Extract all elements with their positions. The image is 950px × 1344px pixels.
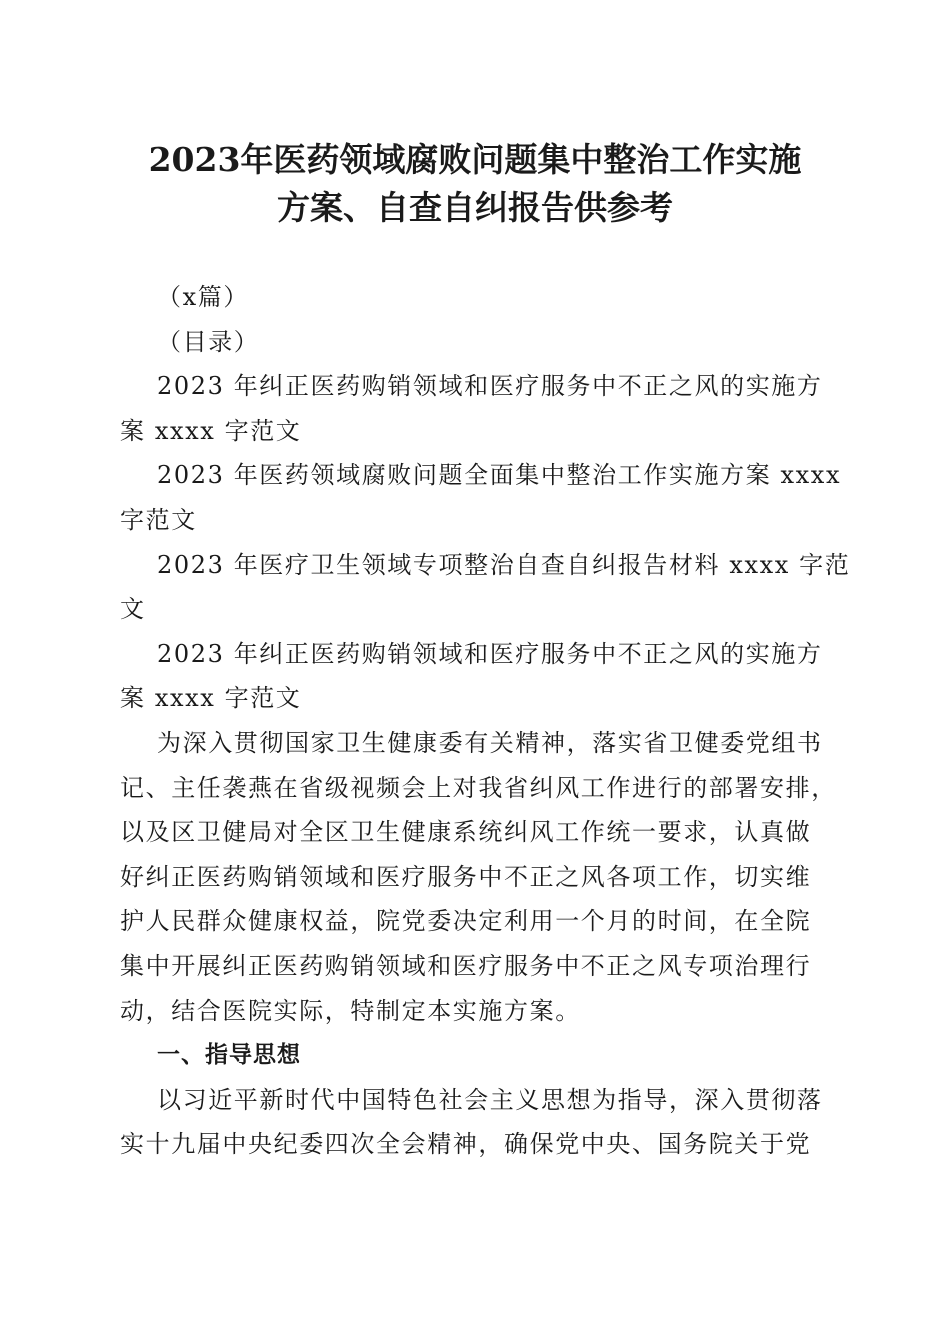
intro-line: 护人民群众健康权益，院党委决定利用一个月的时间，在全院 xyxy=(120,907,812,936)
toc-item-line: 2023 年医药领域腐败问题全面集中整治工作实施方案 xxxx xyxy=(157,461,842,490)
intro-line: 好纠正医药购销领域和医疗服务中不正之风各项工作，切实维 xyxy=(120,862,812,891)
document-title xyxy=(100,136,850,232)
section1-line: 以习近平新时代中国特色社会主义思想为指导，深入贯彻落 xyxy=(157,1085,823,1114)
title-line-2: 方案、自查自纠报告供参考 xyxy=(277,188,673,227)
intro-line: 以及区卫健局对全区卫生健康系统纠风工作统一要求，认真做 xyxy=(120,818,812,847)
intro-line: 记、主任袭燕在省级视频会上对我省纠风工作进行的部署安排， xyxy=(120,773,837,802)
toc-item xyxy=(120,543,851,632)
title-line-1: 2023年医药领域腐败问题集中整治工作实施 xyxy=(148,140,802,179)
toc-item-line: 2023 年医疗卫生领域专项整治自查自纠报告材料 xxxx 字范 xyxy=(157,550,851,579)
intro-line: 动，结合医院实际，特制定本实施方案。 xyxy=(120,996,581,1025)
section1-line: 实十九届中央纪委四次全会精神，确保党中央、国务院关于党 xyxy=(120,1130,812,1159)
toc-item-line: 字范文 xyxy=(120,505,197,534)
toc-item xyxy=(120,632,832,721)
intro-paragraph xyxy=(120,721,837,1033)
toc-item-line: 文 xyxy=(120,595,146,624)
toc-item-line: 2023 年纠正医药购销领域和医疗服务中不正之风的实施方 xyxy=(157,639,823,668)
count-note: （x篇） xyxy=(157,283,249,311)
intro-line: 为深入贯彻国家卫生健康委有关精神，落实省卫健委党组书 xyxy=(157,728,823,757)
section1-paragraph xyxy=(120,1078,832,1167)
toc-item xyxy=(120,453,842,542)
toc-item-line: 2023 年纠正医药购销领域和医疗服务中不正之风的实施方 xyxy=(157,372,823,401)
section-heading: 一、指导思想 xyxy=(157,1042,301,1069)
toc-label: （目录） xyxy=(157,327,260,356)
toc-list xyxy=(120,364,851,721)
toc-item-line: 案 xxxx 字范文 xyxy=(120,684,302,713)
toc-item-line: 案 xxxx 字范文 xyxy=(120,416,302,445)
document-body xyxy=(120,275,851,1167)
intro-line: 集中开展纠正医药购销领域和医疗服务中不正之风专项治理行 xyxy=(120,951,812,980)
toc-item xyxy=(120,364,832,453)
